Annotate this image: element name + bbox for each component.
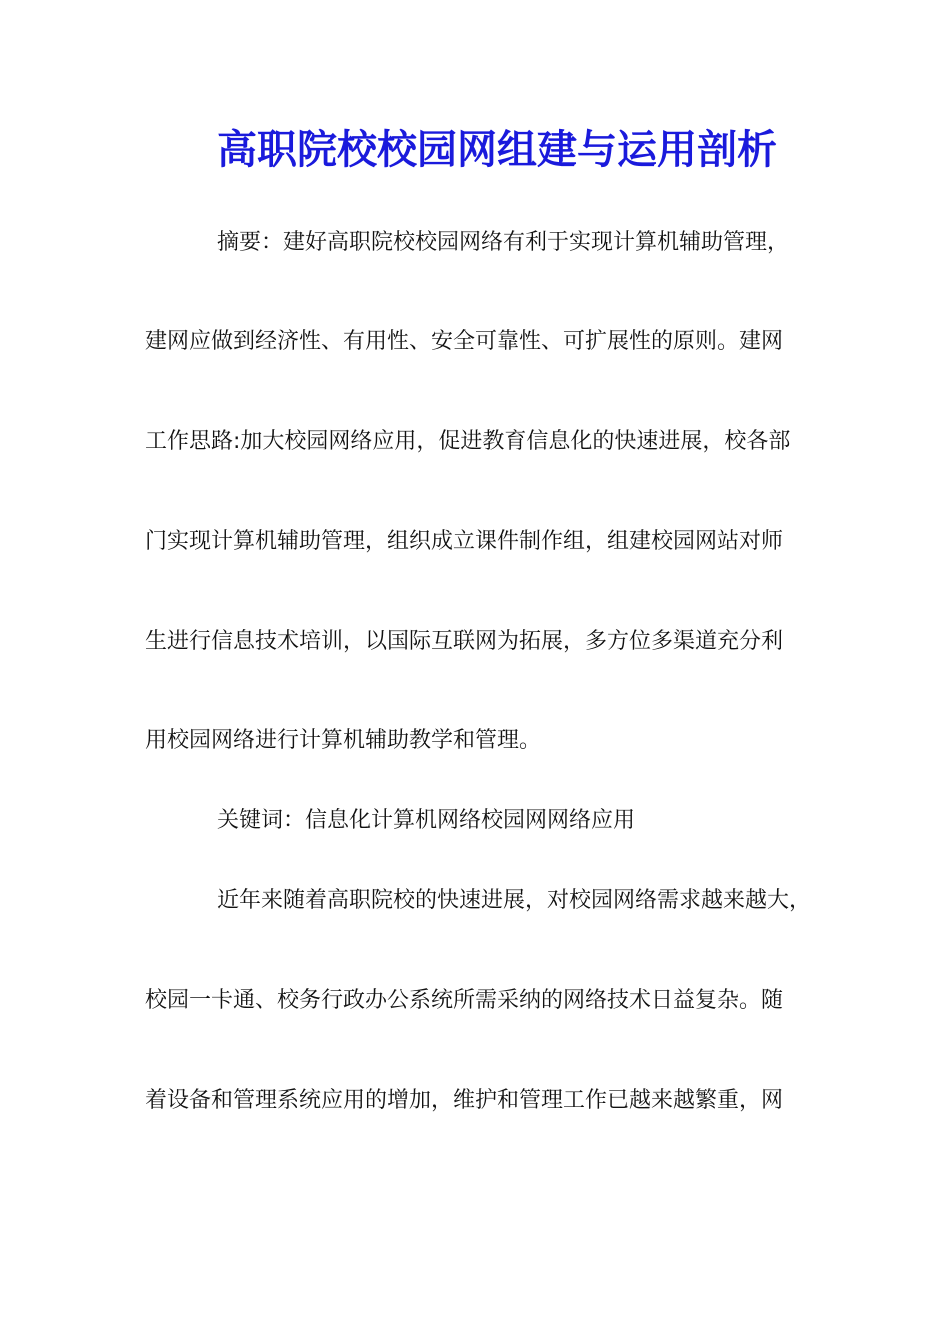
body-line-3: 着设备和管理系统应用的增加，维护和管理工作已越来越繁重，网 [145,1088,784,1113]
keywords-line: 关键词：信息化计算机网络校园网网络应用 [217,808,636,833]
abstract-line-3: 工作思路:加大校园网络应用，促进教育信息化的快速进展，校各部 [145,429,791,454]
body-line-2: 校园一卡通、校务行政办公系统所需采纳的网络技术日益复杂。随 [145,988,784,1013]
body-line-1: 近年来随着高职院校的快速进展，对校园网络需求越来越大， [217,888,812,913]
abstract-line-1: 摘要：建好高职院校校园网络有利于实现计算机辅助管理， [217,230,790,255]
abstract-line-5: 生进行信息技术培训，以国际互联网为拓展，多方位多渠道充分利 [145,629,784,654]
abstract-line-6: 用校园网络进行计算机辅助教学和管理。 [145,728,542,753]
abstract-line-4: 门实现计算机辅助管理，组织成立课件制作组，组建校园网站对师 [145,529,784,554]
abstract-line-2: 建网应做到经济性、有用性、安全可靠性、可扩展性的原则。建网 [145,329,784,354]
document-title: 高职院校校园网组建与运用剖析 [217,126,777,173]
